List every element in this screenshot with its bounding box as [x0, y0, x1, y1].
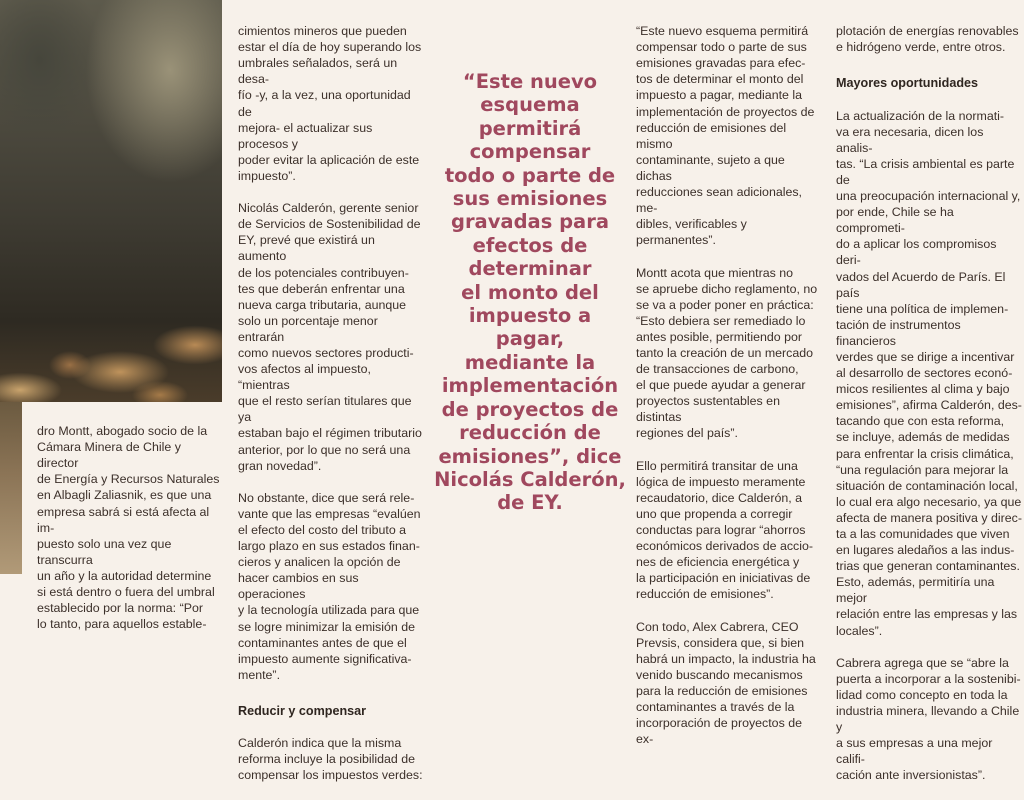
column-5-paragraph-2: La actualización de la normati- va era necesaria, dicen los analis- tas. “La crisis ambiental es parte de una preocupación internacional y, por ende, Chile se ha comprometi- do a aplicar los compromisos deri- vados del Acuerdo de París. El país tiene una política de implemen- tación de instrumentos financieros verdes que se dirige a incentivar al desarrollo de sectores econó- micos resilientes al clima y bajo emisiones”, afirma Calderón, des- tacando que con esta reforma, se incluye, además de medidas para enfrentar la crisis climática, “una regulación para mejorar la situación de contaminación local, lo cual era algo necesario, ya que afecta de manera positiva y direc- ta a las comunidades que viven en lugares aledaños a las indus- trias que generan contaminantes. Esto, además, permitiría una mejor relación entre las empresas y las locales”.: [836, 108, 1022, 638]
column-2-paragraph-4: Calderón indica que la misma reforma incluye la posibilidad de compensar los impuestos verdes:: [238, 736, 423, 783]
mineral-photo: [0, 0, 222, 402]
column-4-paragraph-2: Montt acota que mientras no se apruebe dicho reglamento, no se va a poder poner en práctica: “Esto debiera ser remediado lo antes posible, permitiendo por tanto la creación de un mercado de transacciones de carbono, el que puede ayudar a generar proyectos sustentables en distintas regiones del país”.: [636, 265, 818, 441]
column-4-paragraph-3: Ello permitirá transitar de una lógica de impuesto meramente recaudatorio, dice Calderón, a uno que propenda a corregir conductas para lograr “ahorros económicos derivados de accio- nes de eficiencia energética y la participación en iniciativas de reducción de emisiones”.: [636, 458, 814, 602]
column-2: [238, 7, 424, 800]
subheading-reducir: Reducir y compensar: [238, 704, 367, 719]
column-2-paragraph-1: cimientos mineros que pueden estar el día de hoy superando los umbrales señalados, será un desa- fío -y, a la vez, una oportunidad de mejora- el actualizar sus procesos y poder evitar la aplicación de este impuesto”.: [238, 24, 422, 183]
column-2-paragraph-2: Nicolás Calderón, gerente senior de Servicios de Sostenibilidad de EY, prevé que existirá un aumento de los potenciales contribuyen- tes que deberán enfrentar una nueva carga tributaria, aunque solo un porcentaje menor entrarán como nuevos sectores producti- vos afectos al impuesto, “mientras que el resto serían titulares que ya estaban bajo el régimen tributario anterior, por lo que no será una gran novedad”.: [238, 201, 422, 473]
column-5: [836, 7, 1022, 800]
column-1-text: dro Montt, abogado socio de la Cámara Minera de Chile y director de Energía y Recursos Naturales en Albagli Zaliasnik, es que una empresa sabrá si está afecta al im- puesto solo una vez que transcurra un año y la autoridad determine si está dentro o fuera del umbral establecido por la norma: “Por lo tanto, para aquellos estable-: [37, 424, 220, 632]
pull-quote: “Este nuevo esquema permitirá compensar todo o parte de sus emisiones gravadas para efectos de determinar el monto del impuesto a pagar, mediante la implementación de proyectos de reducción de emisiones”, dice Nicolás Calderón, de EY.: [434, 70, 626, 515]
column-5-paragraph-1: plotación de energías renovables e hidrógeno verde, entre otros.: [836, 24, 1019, 55]
column-4-paragraph-4: Con todo, Alex Cabrera, CEO Prevsis, considera que, si bien habrá un impacto, la industria ha venido buscando mecanismos para la reducción de emisiones contaminantes a través de la incorporación de proyectos de ex-: [636, 619, 816, 747]
subheading-mayores-oportunidades: Mayores oportunidades: [836, 76, 979, 91]
column-2-paragraph-3: No obstante, dice que será rele- vante que las empresas “evalúen el efecto del costo del tributo a largo plazo en sus estados finan- cieros y analicen la opción de hacer cambios en sus operaciones y la tecnología utilizada para que se logre minimizar la emisión de contaminantes antes de que el impuesto aumente significativa- mente”.: [238, 490, 421, 682]
column-5-paragraph-3: Cabrera agrega que se “abre la puerta a incorporar a la sostenibi- lidad como concepto en toda la industria minera, llevando a Chile y a sus empresas a una mejor califi- cación ante inversionistas”.: [836, 655, 1021, 783]
column-4: [636, 7, 820, 763]
column-1: [37, 407, 221, 648]
photo-edge: [0, 402, 22, 574]
column-4-paragraph-1: “Este nuevo esquema permitirá compensar todo o parte de sus emisiones gravadas para efec- tos de determinar el monto del impuesto a pagar, mediante la implementación de proyectos de reducción de emisiones del mismo contaminante, sujeto a que dichas reducciones sean adicionales, me- dibles, verificables y permanentes”.: [636, 24, 815, 248]
